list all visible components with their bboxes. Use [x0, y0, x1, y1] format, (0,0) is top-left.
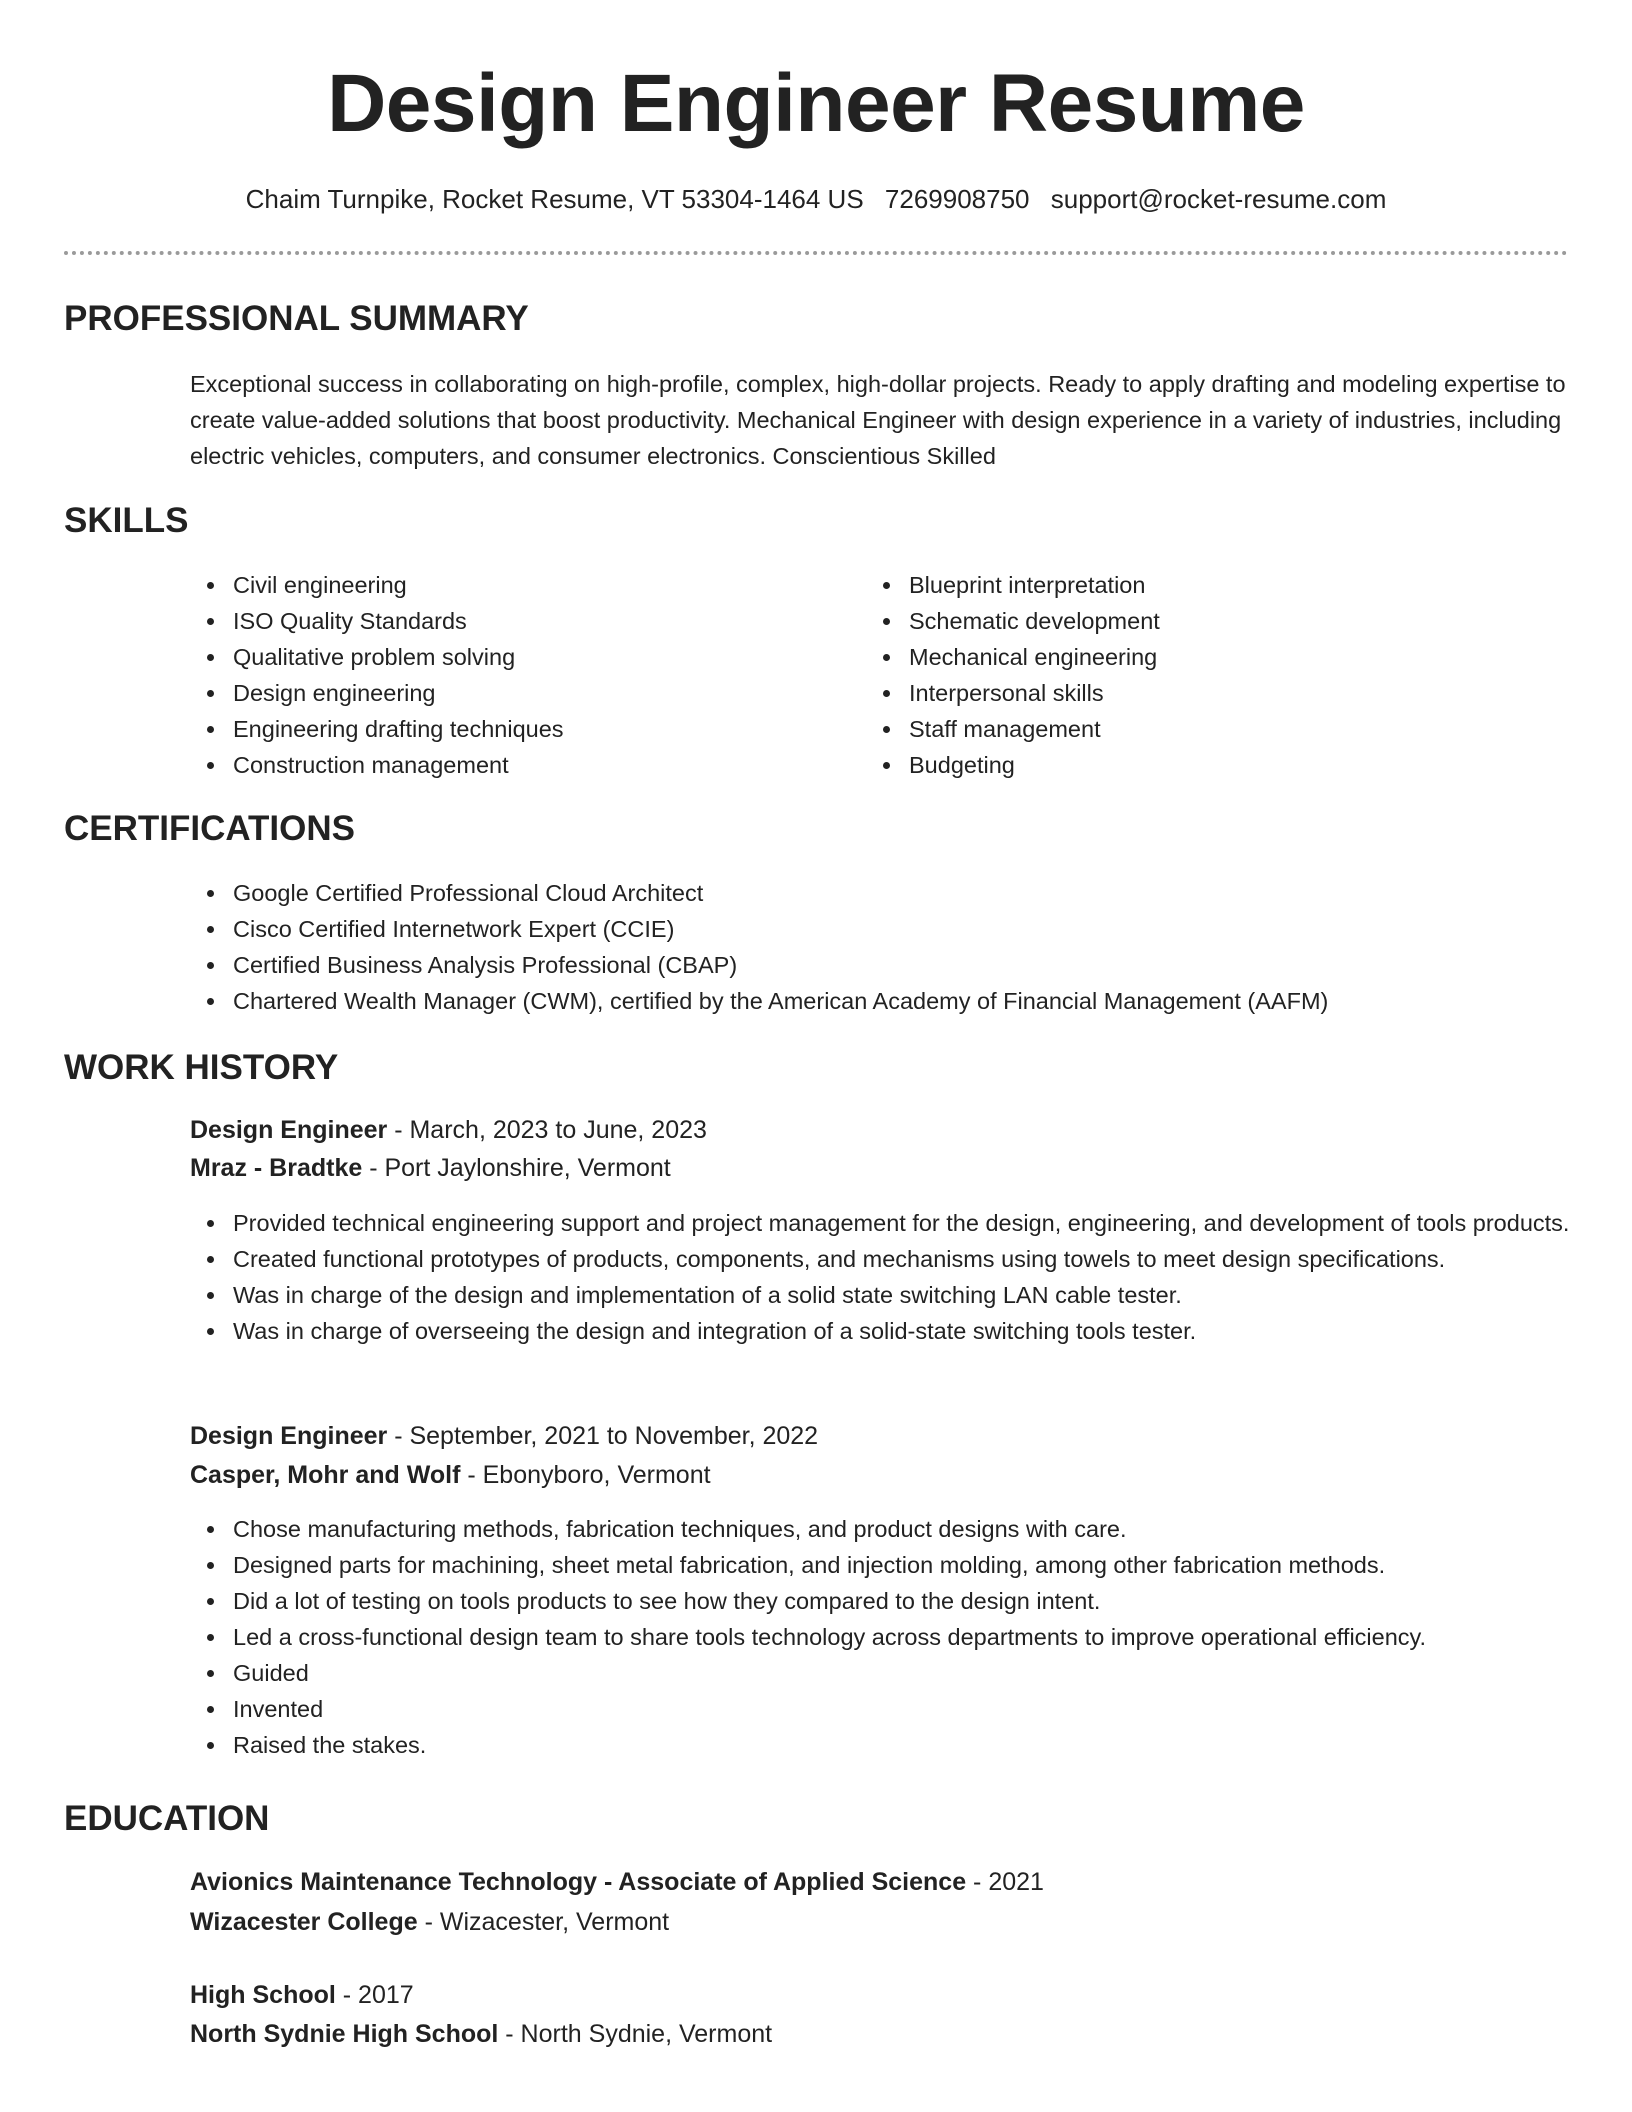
header-divider: [64, 251, 1568, 255]
job-bullet: Invented: [190, 1691, 1570, 1727]
job-bullet: Raised the stakes.: [190, 1727, 1570, 1763]
contact-phone: 7269908750: [884, 184, 1030, 214]
education-degree-line: [190, 1977, 414, 2013]
job-dates: - September, 2021 to November, 2022: [387, 1422, 819, 1450]
job-bullet: Led a cross-functional design team to share tools technology across departments to improve operational efficiency.: [190, 1619, 1570, 1655]
education-degree-line: [190, 1864, 1044, 1900]
skill-item: Construction management: [190, 747, 830, 783]
job-bullet: Created functional prototypes of products, components, and mechanisms using towels to meet design specifications.: [190, 1241, 1570, 1277]
certifications-list: [190, 875, 1570, 1019]
certification-item: Google Certified Professional Cloud Architect: [190, 875, 1570, 911]
skill-item: Civil engineering: [190, 567, 830, 603]
job-company: Mraz - Bradtke: [190, 1154, 363, 1182]
job-title: Design Engineer: [190, 1116, 388, 1144]
job-company-line: [190, 1457, 711, 1493]
job-company-line: [190, 1150, 671, 1186]
skill-item: Interpersonal skills: [866, 675, 1506, 711]
job-dates: - March, 2023 to June, 2023: [387, 1116, 707, 1144]
skill-item: Qualitative problem solving: [190, 639, 830, 675]
skill-item: Schematic development: [866, 603, 1506, 639]
job-location: - Ebonyboro, Vermont: [460, 1461, 711, 1489]
contact-address: Chaim Turnpike, Rocket Resume, VT 53304-1464 US: [245, 184, 864, 214]
skill-item: Engineering drafting techniques: [190, 711, 830, 747]
certification-item: Cisco Certified Internetwork Expert (CCIE): [190, 911, 1570, 947]
job-bullet: Was in charge of overseeing the design and integration of a solid-state switching tools tester.: [190, 1313, 1570, 1349]
education-degree: Avionics Maintenance Technology - Associate of Applied Science: [190, 1868, 967, 1896]
job-bullet: Guided: [190, 1655, 1570, 1691]
job-title: Design Engineer: [190, 1422, 388, 1450]
job-company: Casper, Mohr and Wolf: [190, 1461, 461, 1489]
education-school: North Sydnie High School: [190, 2020, 499, 2048]
skills-list-left: [190, 567, 830, 783]
education-year: - 2017: [335, 1981, 414, 2009]
education-location: - Wizacester, Vermont: [417, 1908, 670, 1936]
skill-item: Blueprint interpretation: [866, 567, 1506, 603]
education-school-line: [190, 1904, 669, 1940]
skill-item: Staff management: [866, 711, 1506, 747]
job-title-line: [190, 1112, 707, 1148]
skill-item: Budgeting: [866, 747, 1506, 783]
skill-item: Mechanical engineering: [866, 639, 1506, 675]
skill-item: Design engineering: [190, 675, 830, 711]
education-location: - North Sydnie, Vermont: [498, 2020, 773, 2048]
skill-item: ISO Quality Standards: [190, 603, 830, 639]
skills-heading: SKILLS: [64, 501, 189, 540]
job-bullet: Chose manufacturing methods, fabrication techniques, and product designs with care.: [190, 1511, 1570, 1547]
summary-text: Exceptional success in collaborating on high-profile, complex, high-dollar projects. Ready to apply drafting and modeling expertise to create value-added solutions that boost productivity. Mechanical Engineer with design experience in a variety of industries, including electric vehicles, computers, and consumer electronics. Conscientious Skilled: [190, 371, 1566, 469]
job-bullet: Provided technical engineering support and project management for the design, engineering, and development of tools products.: [190, 1205, 1570, 1241]
summary-heading: PROFESSIONAL SUMMARY: [64, 299, 529, 338]
job-bullet: Did a lot of testing on tools products to see how they compared to the design intent.: [190, 1583, 1570, 1619]
education-degree: High School: [190, 1981, 336, 2009]
certification-item: Chartered Wealth Manager (CWM), certified by the American Academy of Financial Management (AAFM): [190, 983, 1570, 1019]
education-school-line: [190, 2016, 772, 2052]
job-bullet: Was in charge of the design and implementation of a solid state switching LAN cable tester.: [190, 1277, 1570, 1313]
education-heading: EDUCATION: [64, 1799, 270, 1838]
job-bullets: [190, 1205, 1570, 1349]
skills-list-right: [866, 567, 1506, 783]
job-bullet: Designed parts for machining, sheet metal fabrication, and injection molding, among other fabrication methods.: [190, 1547, 1570, 1583]
job-bullets: [190, 1511, 1570, 1763]
contact-email: support@rocket-resume.com: [1050, 184, 1387, 214]
job-title-line: [190, 1418, 818, 1454]
work-history-heading: WORK HISTORY: [64, 1048, 339, 1087]
job-location: - Port Jaylonshire, Vermont: [362, 1154, 671, 1182]
certifications-heading: CERTIFICATIONS: [64, 809, 356, 848]
resume-title: Design Engineer Resume: [327, 58, 1305, 149]
education-year: - 2021: [966, 1868, 1044, 1896]
certification-item: Certified Business Analysis Professional (CBAP): [190, 947, 1570, 983]
contact-line: [0, 182, 1632, 216]
education-school: Wizacester College: [190, 1908, 418, 1936]
